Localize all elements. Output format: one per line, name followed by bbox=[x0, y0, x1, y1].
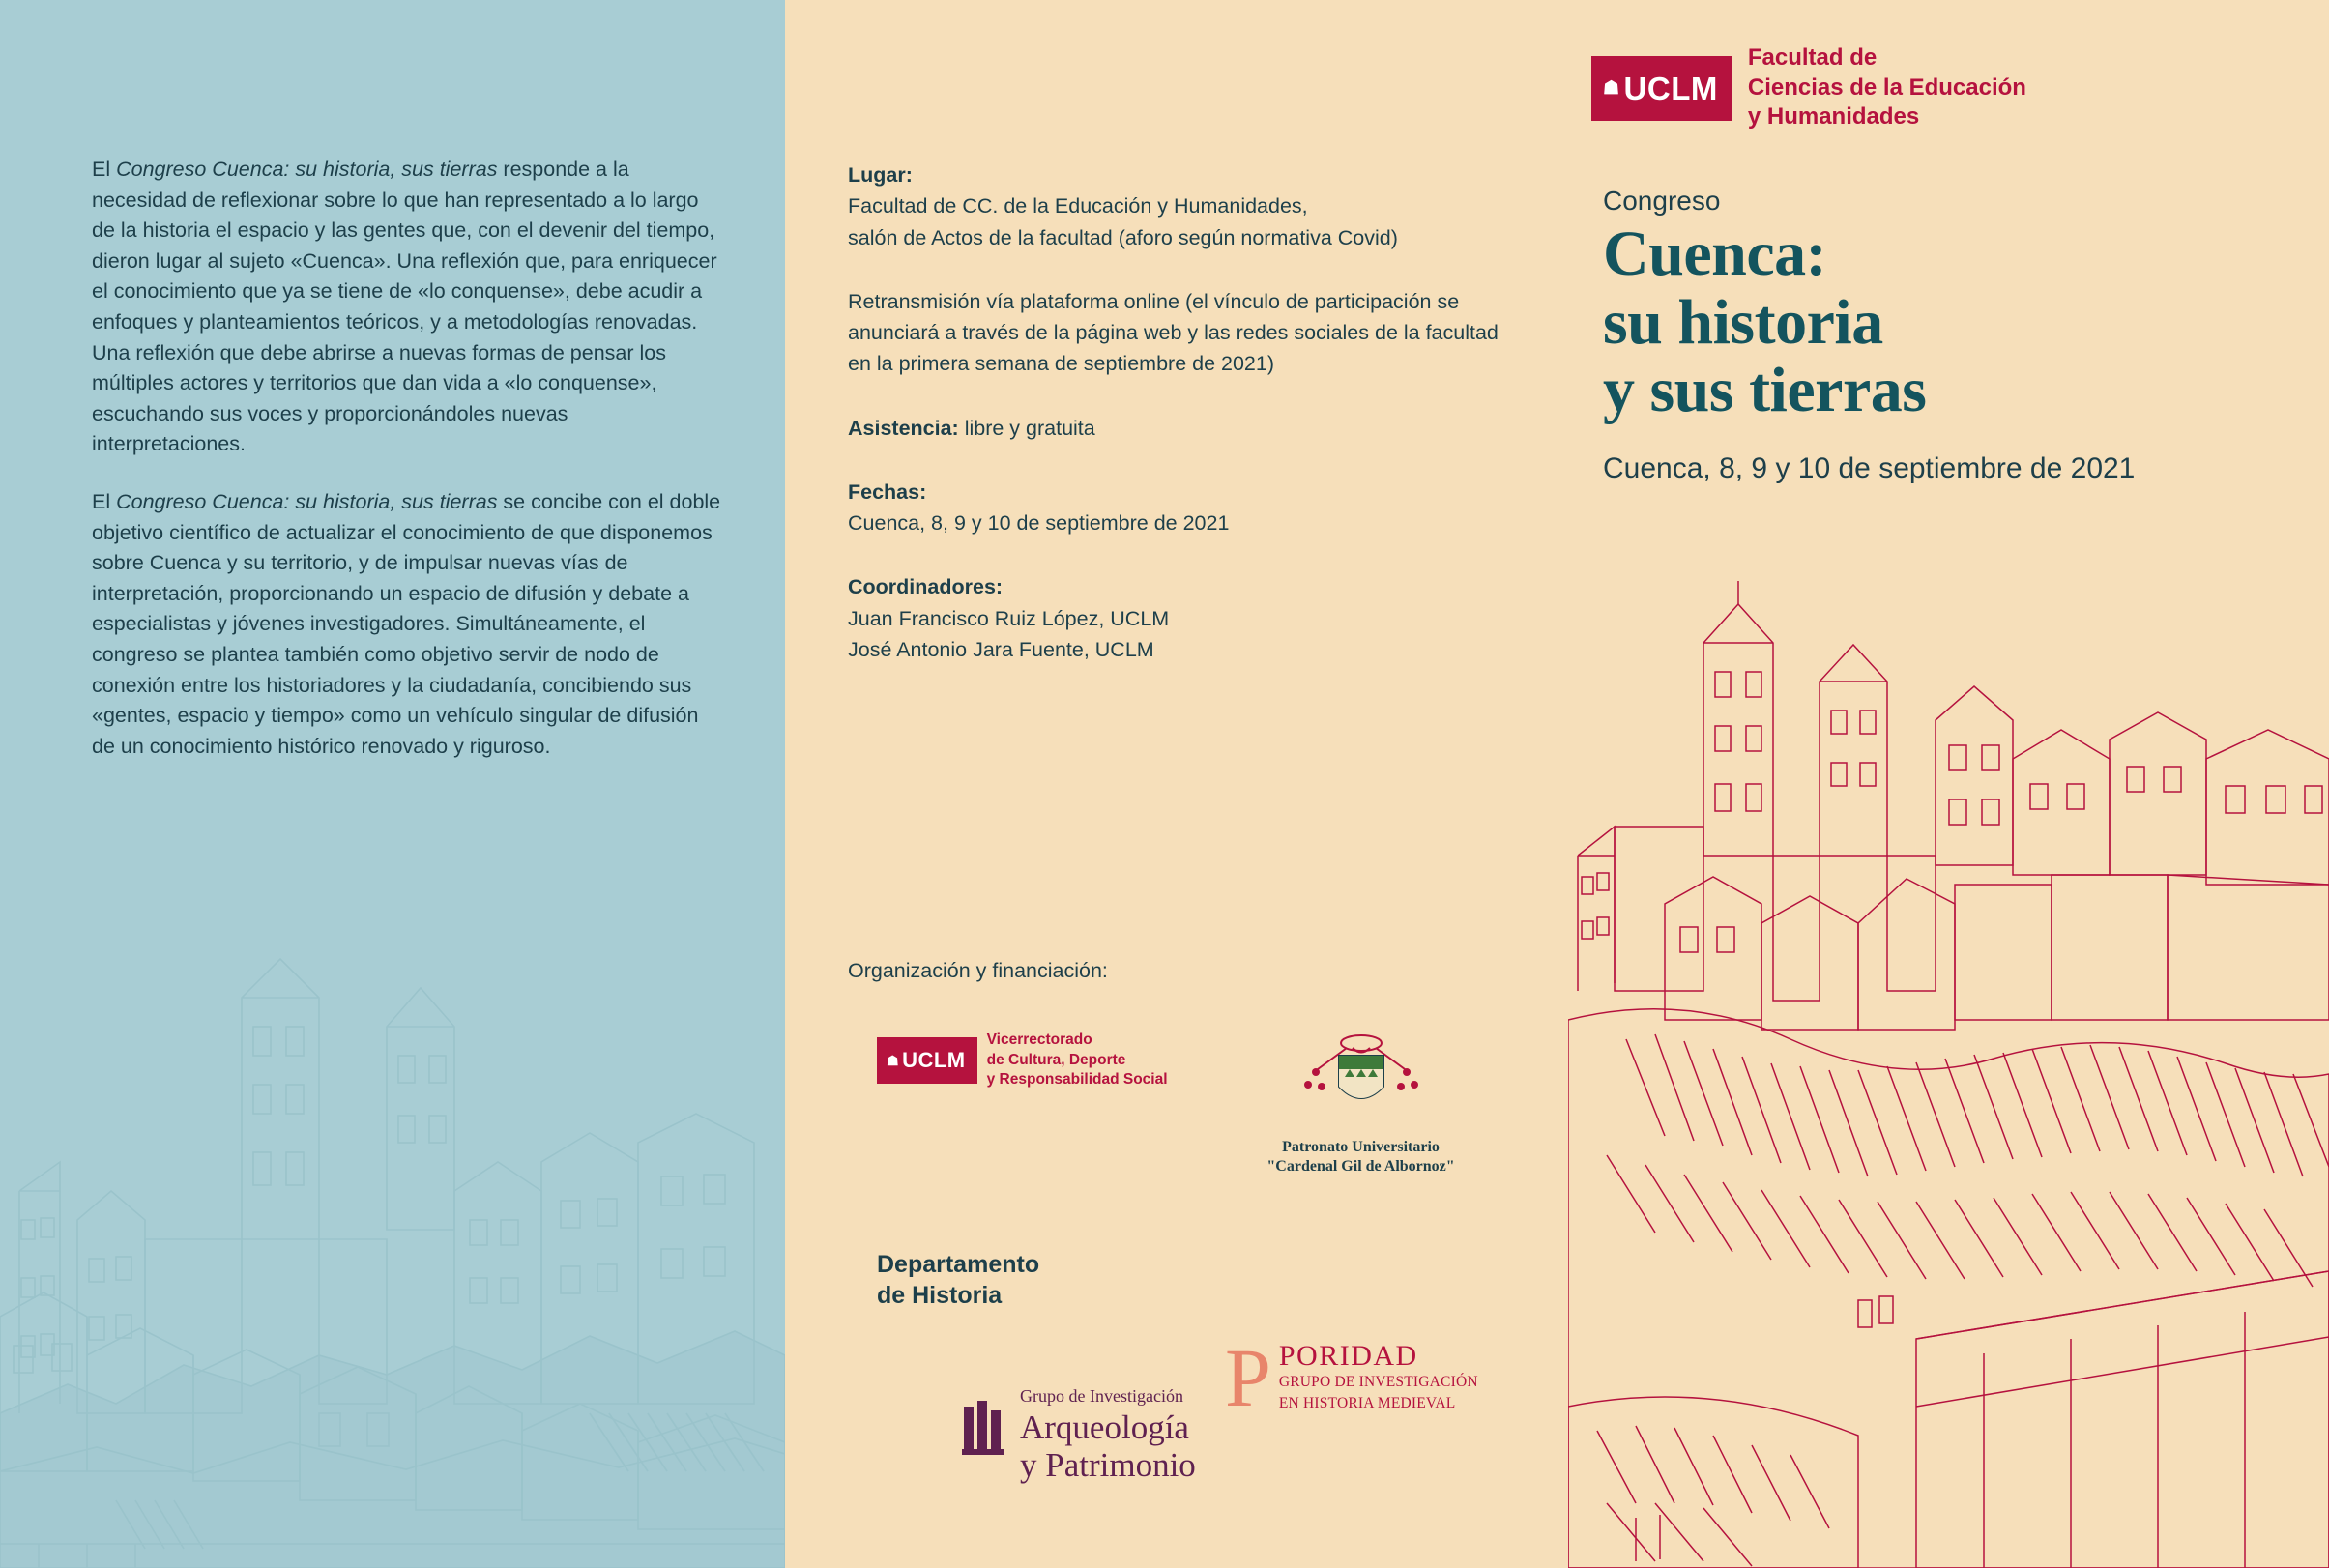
venue-label: Lugar: bbox=[848, 163, 913, 187]
logo-row-top bbox=[848, 1031, 1515, 1176]
logo-uclm-vicerrectorado bbox=[877, 1031, 1168, 1090]
uclm-badge-text-cover: UCLM bbox=[1623, 70, 1718, 106]
cuenca-hanging-houses-illustration bbox=[1568, 537, 2329, 1568]
arqueologia-line-1: Arqueología bbox=[1020, 1408, 1189, 1446]
poridad-p-icon: P bbox=[1225, 1330, 1271, 1424]
cover-kicker: Congreso bbox=[1603, 186, 1721, 217]
paragraph-1-pre: El bbox=[92, 158, 117, 181]
paragraph-2-italic-title: Congreso Cuenca: su historia, sus tierras bbox=[116, 489, 498, 513]
poridad-text bbox=[1279, 1342, 1478, 1412]
faculty-line-1: Facultad de bbox=[1747, 44, 1878, 71]
poridad-sub-1: GRUPO DE INVESTIGACIÓN bbox=[1278, 1374, 1478, 1391]
patronato-text bbox=[1260, 1138, 1463, 1176]
paragraph-1-italic-title: Congreso Cuenca: su historia, sus tierras bbox=[116, 158, 498, 181]
faculty-name-text bbox=[1748, 44, 2026, 132]
attendance-label: Asistencia: bbox=[848, 416, 959, 440]
attendance-block bbox=[848, 413, 1500, 444]
faculty-line-2: Ciencias de la Educación bbox=[1747, 73, 2026, 101]
uclm-badge-text: UCLM bbox=[902, 1048, 966, 1073]
dates-label: Fechas: bbox=[848, 479, 927, 504]
panel-right-cover bbox=[1568, 0, 2329, 1568]
paragraph-2-pre: El bbox=[92, 489, 117, 513]
cover-title-line-2: su historia bbox=[1603, 286, 1883, 358]
departamento-line-2: de Historia bbox=[877, 1282, 1003, 1309]
departamento-line-1: Departamento bbox=[877, 1250, 1040, 1278]
cover-title-block bbox=[1568, 132, 2329, 485]
coordinator-1: Juan Francisco Ruiz López, UCLM bbox=[848, 606, 1170, 630]
logo-patronato-universitario bbox=[1260, 1031, 1463, 1176]
patronato-line-2: "Cardenal Gil de Albornoz" bbox=[1266, 1157, 1455, 1175]
arqueologia-sub: Grupo de Investigación bbox=[1020, 1385, 1183, 1406]
panel-middle-details bbox=[785, 0, 1568, 1568]
columns-icon bbox=[962, 1397, 1006, 1466]
faculty-logo-header bbox=[1568, 0, 2329, 132]
dates-block bbox=[848, 477, 1500, 539]
cover-title-line-1: Cuenca: bbox=[1603, 218, 1827, 290]
cuenca-skyline-illustration bbox=[0, 737, 785, 1568]
logo-poridad bbox=[1225, 1330, 1478, 1424]
faculty-line-3: y Humanidades bbox=[1747, 103, 1920, 131]
panel-left-description bbox=[0, 0, 785, 1568]
patronato-line-1: Patronato Universitario bbox=[1282, 1138, 1440, 1155]
organization-label: Organización y financiación: bbox=[848, 959, 1108, 982]
description-text-block bbox=[0, 0, 785, 762]
poridad-title: PORIDAD bbox=[1278, 1340, 1418, 1373]
attendance-line bbox=[848, 413, 1500, 444]
vicerrectorado-line-1: Vicerrectorado bbox=[986, 1031, 1092, 1049]
streaming-text: Retransmisión vía plataforma online (el vínculo de participación se anunciará a través de la página web y las redes sociales de la facultad en la primera semana de septiembre de 2021) bbox=[848, 289, 1499, 376]
uclm-logo-badge bbox=[877, 1037, 977, 1084]
uclm-arch-icon: ☗ bbox=[887, 1053, 900, 1069]
cover-date: Cuenca, 8, 9 y 10 de septiembre de 2021 bbox=[1603, 451, 2136, 484]
coordinators-label: Coordinadores: bbox=[848, 575, 1004, 599]
uclm-logo-badge-cover bbox=[1591, 56, 1732, 121]
sponsor-logos bbox=[848, 1031, 1515, 1484]
description-paragraph-2 bbox=[92, 487, 727, 762]
streaming-block bbox=[848, 286, 1500, 380]
arqueologia-line-2: y Patrimonio bbox=[1020, 1445, 1196, 1484]
coordinators-block bbox=[848, 571, 1500, 665]
venue-line-2: salón de Actos de la facultad (aforo según normativa Covid) bbox=[848, 225, 1398, 249]
logo-departamento-historia bbox=[877, 1249, 1515, 1312]
event-details-block bbox=[785, 0, 1568, 1484]
arqueologia-text bbox=[1020, 1387, 1196, 1484]
description-paragraph-1 bbox=[92, 155, 727, 460]
dates-value: Cuenca, 8, 9 y 10 de septiembre de 2021 bbox=[848, 511, 1230, 535]
coordinator-2: José Antonio Jara Fuente, UCLM bbox=[848, 637, 1154, 661]
cover-title-line-3: y sus tierras bbox=[1603, 355, 1927, 426]
vicerrectorado-line-2: de Cultura, Deporte bbox=[986, 1051, 1126, 1068]
vicerrectorado-text bbox=[987, 1031, 1168, 1090]
vicerrectorado-line-3: y Responsabilidad Social bbox=[986, 1071, 1168, 1089]
paragraph-2-post: se concibe con el doble objetivo científico de actualizar el conocimiento de que disponemos sobre Cuenca y su territorio, y de impulsar nuevas vías de interpretación, proporcionando un espacio de difusión y debate a especialistas y jóvenes investigadores. Simultáneamente, el congreso se plantea también como objetivo servir de nodo de conexión entre los historiadores y la ciudadanía, concibiendo sus «gentes, espacio y tiempo» como un vehículo singular de difusión de un conocimiento histórico renovado y riguroso. bbox=[92, 489, 721, 758]
venue-line-1: Facultad de CC. de la Educación y Humanidades, bbox=[848, 194, 1308, 218]
attendance-value: libre y gratuita bbox=[958, 416, 1095, 440]
paragraph-1-post: responde a la necesidad de reflexionar sobre lo que han representado a lo largo de la historia el espacio y las gentes que, con el devenir del tiempo, dieron lugar al sujeto «Cuenca». Una reflexión que, para enriquecer el conocimiento que ya se tiene de «lo conquense», debe acudir a enfoques y planteamientos teóricos, y a metodologías renovadas. Una reflexión que debe abrirse a nuevas formas de pensar los múltiples actores y territorios que dan vida a «lo conquense», escuchando sus voces y proporcionándoles nuevas interpretaciones. bbox=[92, 158, 717, 456]
poridad-sub-2: EN HISTORIA MEDIEVAL bbox=[1278, 1394, 1456, 1411]
uclm-arch-icon-cover: ☗ bbox=[1603, 77, 1620, 99]
cardinal-coat-of-arms-icon bbox=[1289, 1031, 1434, 1122]
venue-block bbox=[848, 160, 1500, 253]
